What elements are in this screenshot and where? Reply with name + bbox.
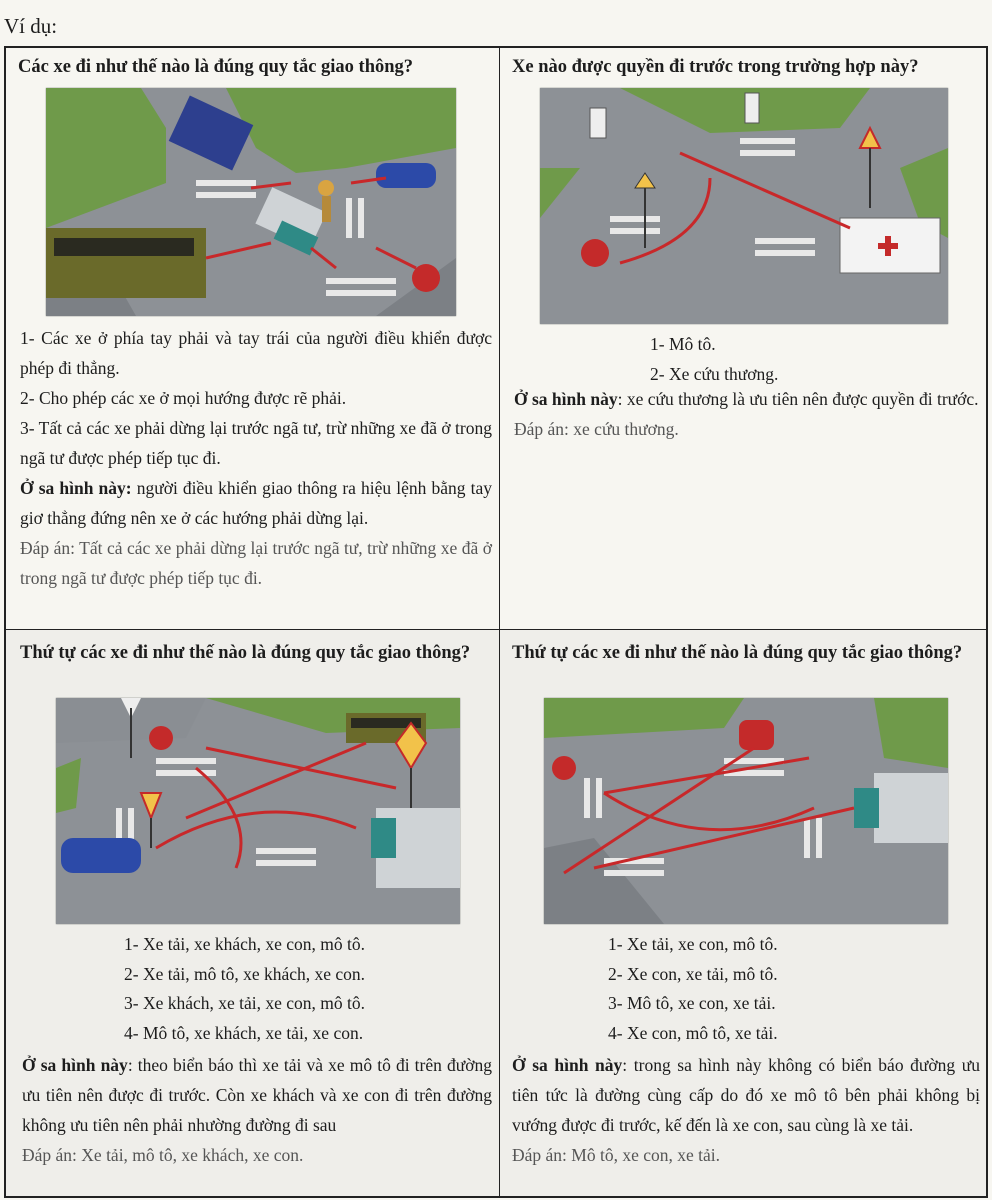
option-4: 4- Mô tô, xe khách, xe tải, xe con. bbox=[124, 1022, 364, 1043]
explanation bbox=[20, 473, 492, 533]
answer: Đáp án: Tất cả các xe phải dừng lại trước ngã tư, trừ những xe đã ở trong ngã tư được phép tiếp tục đi. bbox=[20, 538, 492, 588]
explanation bbox=[514, 384, 982, 414]
example-cell-2 bbox=[500, 48, 986, 630]
question-title: Xe nào được quyền đi trước trong trường hợp này? bbox=[512, 57, 919, 77]
intersection-illustration bbox=[540, 88, 948, 324]
option-3: 3- Xe khách, xe tải, xe con, mô tô. bbox=[124, 993, 366, 1013]
traffic-scene-priority-road bbox=[56, 698, 460, 924]
question-body bbox=[20, 323, 492, 593]
traffic-scene-police bbox=[46, 88, 456, 316]
option-1: 1- Mô tô. bbox=[650, 334, 716, 354]
explanation-label: Ở sa hình này bbox=[514, 389, 618, 409]
example-cell-1 bbox=[6, 48, 500, 630]
options-list bbox=[608, 930, 778, 1048]
answer: Đáp án: Mô tô, xe con, xe tải. bbox=[512, 1145, 721, 1165]
explanation bbox=[22, 1050, 492, 1140]
option-2: 2- Xe con, xe tải, mô tô. bbox=[608, 963, 778, 984]
option-1: 1- Xe tải, xe con, mô tô. bbox=[608, 934, 778, 954]
explanation-text: : xe cứu thương là ưu tiên nên được quyền đi trước. bbox=[617, 389, 979, 409]
option-2: 2- Xe tải, mô tô, xe khách, xe con. bbox=[124, 963, 366, 984]
intersection-illustration bbox=[46, 88, 456, 316]
traffic-scene-equal-roads bbox=[544, 698, 948, 924]
traffic-scene-ambulance bbox=[540, 88, 948, 324]
question-title: Thứ tự các xe đi như thế nào là đúng quy tắc giao thông? bbox=[20, 643, 471, 663]
explanation-text: : theo biển báo thì xe tải và xe mô tô đi trên đường ưu tiên nên được đi trước. Còn xe khách và xe con đi trên đường không ưu tiên nên phải nhường đường đi sau bbox=[22, 1055, 492, 1135]
question-title: Thứ tự các xe đi như thế nào là đúng quy tắc giao thông? bbox=[512, 643, 963, 663]
example-cell-3 bbox=[6, 630, 500, 1196]
answer: Đáp án: Xe tải, mô tô, xe khách, xe con. bbox=[22, 1145, 304, 1165]
explanation-text: : trong sa hình này không có biển báo đường ưu tiên tức là đường cùng cấp do đó xe mô tô bên phải không bị vướng được đi trước, kế đến là xe con, sau cùng là xe tải. bbox=[512, 1055, 981, 1135]
question-title: Các xe đi như thế nào là đúng quy tắc giao thông? bbox=[18, 57, 414, 77]
options-list bbox=[124, 930, 365, 1048]
question-body bbox=[512, 1050, 980, 1170]
example-cell-4 bbox=[500, 630, 986, 1196]
explanation-label: Ở sa hình này bbox=[22, 1055, 128, 1075]
page-title: Ví dụ: bbox=[4, 14, 58, 38]
option-3: 3- Tất cả các xe phải dừng lại trước ngã tư, trừ những xe đã ở trong ngã tư được phép tiếp tục đi. bbox=[20, 418, 492, 468]
option-4: 4- Xe con, mô tô, xe tải. bbox=[608, 1022, 778, 1043]
examples-grid bbox=[4, 46, 988, 1198]
option-1: 1- Các xe ở phía tay phải và tay trái của người điều khiển được phép đi thẳng. bbox=[20, 328, 492, 378]
option-1: 1- Xe tải, xe khách, xe con, mô tô. bbox=[124, 934, 366, 954]
explanation-label: Ở sa hình này: bbox=[20, 478, 132, 498]
question-body bbox=[22, 1050, 492, 1170]
explanation-label: Ở sa hình này bbox=[512, 1055, 623, 1075]
option-2: 2- Xe cứu thương. bbox=[650, 363, 779, 384]
intersection-illustration bbox=[544, 698, 948, 924]
explanation bbox=[512, 1050, 980, 1140]
options-list bbox=[650, 330, 778, 389]
explanation-text: người điều khiển giao thông ra hiệu lệnh bằng tay giơ thẳng đứng nên xe ở các hướng phải dừng lại. bbox=[20, 478, 492, 528]
intersection-illustration bbox=[56, 698, 460, 924]
question-body bbox=[514, 384, 982, 444]
option-2: 2- Cho phép các xe ở mọi hướng được rẽ phải. bbox=[20, 388, 347, 408]
option-3: 3- Mô tô, xe con, xe tải. bbox=[608, 993, 776, 1013]
answer: Đáp án: xe cứu thương. bbox=[514, 419, 679, 439]
